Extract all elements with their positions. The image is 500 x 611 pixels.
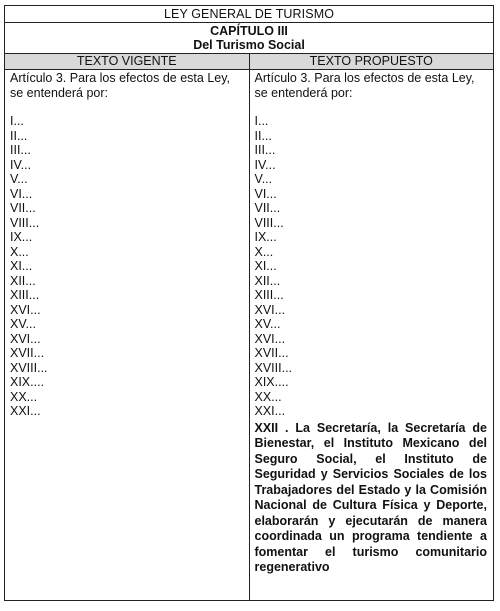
fraction-item: VII...	[254, 201, 281, 215]
column-header-proposed: TEXTO PROPUESTO	[309, 54, 433, 68]
chapter-header	[5, 23, 493, 54]
fraction-item: V...	[254, 172, 273, 186]
fraction-item: XV...	[254, 317, 281, 331]
article-intro-current: Artículo 3. Para los efectos de esta Ley, se entenderá por:	[10, 71, 231, 100]
fraction-item: VIII...	[254, 215, 284, 230]
fraction-item: III...	[254, 143, 276, 157]
fraction-item: VIII...	[10, 215, 40, 230]
fraction-list-proposed	[255, 114, 490, 419]
fraction-item: IV...	[10, 157, 32, 172]
comparison-table	[4, 5, 494, 601]
fraction-item: XVI...	[254, 302, 286, 317]
fraction-item: XV...	[10, 317, 36, 331]
chapter-number: CAPÍTULO III	[210, 24, 288, 38]
fraction-item: XVII...	[254, 346, 289, 360]
fraction-item: II...	[254, 128, 272, 143]
fraction-item: XIII...	[10, 288, 40, 302]
table-body	[5, 70, 493, 600]
column-headers	[5, 54, 493, 70]
fraction-item: XXI...	[254, 404, 286, 418]
fraction-item: XIII...	[254, 288, 284, 302]
fraction-item: XI...	[254, 259, 277, 273]
fraction-item: X...	[254, 244, 274, 259]
fraction-item: II...	[10, 128, 28, 143]
fraction-item: XII...	[254, 273, 281, 288]
fraction-item: XX...	[10, 389, 38, 404]
fraction-item: III...	[10, 143, 31, 157]
fraction-item: XI...	[10, 259, 33, 273]
column-header-current: TEXTO VIGENTE	[5, 54, 250, 69]
fraction-item: IX...	[254, 230, 277, 244]
fraction-item: I...	[254, 114, 269, 128]
proposed-text-column	[250, 70, 494, 600]
law-title: LEY GENERAL DE TURISMO	[5, 6, 493, 23]
fraction-item: VI...	[10, 186, 33, 201]
fraction-item: XVI...	[254, 331, 286, 346]
article-intro-proposed: Artículo 3. Para los efectos de esta Ley, se entenderá por:	[254, 71, 475, 100]
fraction-item: XVIII...	[10, 360, 48, 375]
new-fraction-xxii: XXII . La Secretaría, la Secretaría de Bienestar, el Instituto Mexicano del Seguro Social, el Instituto de Seguridad y Servicios Sociales de los Trabajadores del Estado y la Comisión Nacional de Cultura Física y Deporte, elaborarán y ejecutarán de manera coordinada un programa tendiente a fomentar el turismo comunitario regenerativo	[254, 420, 487, 574]
fraction-item: IX...	[10, 230, 33, 244]
fraction-item: I...	[10, 114, 24, 128]
fraction-item: XVI...	[10, 302, 41, 317]
fraction-item: XVIII...	[254, 360, 293, 375]
fraction-item: XVII...	[10, 346, 45, 360]
fraction-item: XIX....	[254, 375, 289, 389]
fraction-item: XX...	[254, 389, 282, 404]
fraction-item: XVI...	[10, 331, 41, 346]
fraction-list-current	[10, 114, 245, 419]
fraction-item: XXI...	[10, 404, 41, 418]
fraction-item: IV...	[254, 157, 276, 172]
fraction-item: X...	[10, 244, 29, 259]
fraction-item: VI...	[254, 186, 277, 201]
current-text-column	[5, 70, 250, 600]
fraction-item: V...	[10, 172, 28, 186]
chapter-name: Del Turismo Social	[193, 38, 305, 52]
fraction-item: VII...	[10, 201, 36, 215]
fraction-item: XIX....	[10, 375, 45, 389]
fraction-item: XII...	[10, 273, 36, 288]
